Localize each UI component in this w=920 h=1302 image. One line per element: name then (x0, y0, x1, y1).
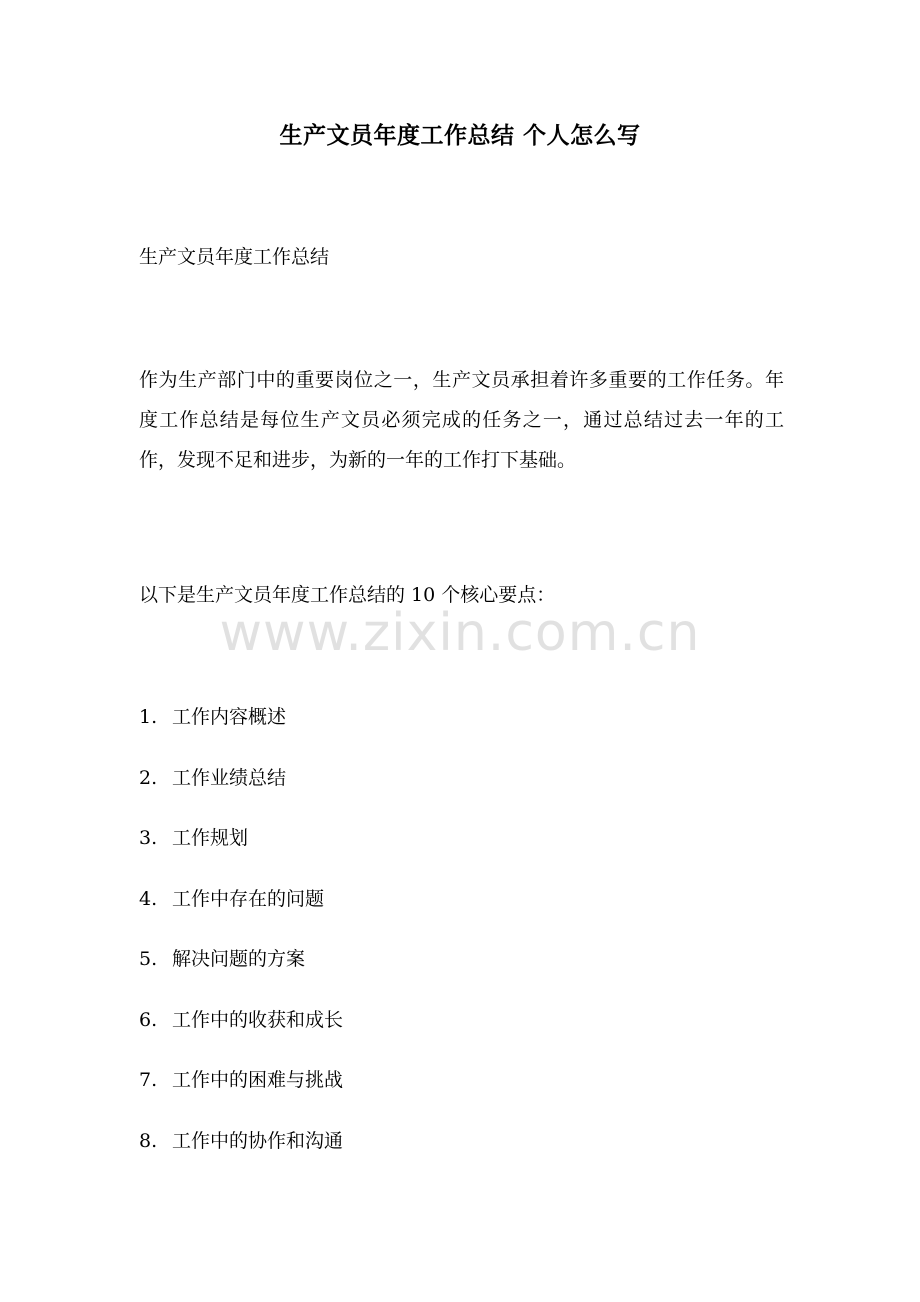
list-item (139, 882, 343, 943)
list-item-number: 6. (139, 1008, 158, 1031)
list-item-text: 工作中的收获和成长 (172, 1008, 344, 1031)
list-item-number: 7. (139, 1069, 158, 1091)
list-item-text: 工作业绩总结 (172, 766, 287, 789)
key-points-list (139, 700, 343, 1184)
list-item (139, 1063, 343, 1124)
list-item-number: 2. (139, 766, 158, 789)
list-item (139, 942, 343, 1003)
list-item-text: 工作中存在的问题 (172, 887, 325, 910)
page-title: 生产文员年度工作总结 个人怎么写 (279, 122, 641, 149)
list-lead-text: 以下是生产文员年度工作总结的 10 个核心要点： (139, 584, 556, 606)
list-item-text: 工作中的困难与挑战 (172, 1069, 344, 1091)
list-item-number: 3. (139, 827, 158, 849)
list-item-text: 工作中的协作和沟通 (172, 1129, 344, 1152)
list-item (139, 1124, 343, 1185)
list-item-number: 8. (139, 1129, 158, 1152)
list-item (139, 761, 343, 822)
list-item (139, 700, 343, 761)
list-item-text: 工作规划 (172, 827, 249, 849)
intro-paragraph: 作为生产部门中的重要岗位之一，生产文员承担着许多重要的工作任务。年度工作总结是每位生产文员必须完成的任务之一，通过总结过去一年的工作，发现不足和进步，为新的一年的工作打下基础。 (139, 369, 784, 471)
list-item-text: 工作内容概述 (172, 706, 287, 728)
list-item-number: 1. (139, 706, 158, 728)
list-item (139, 821, 343, 882)
list-item-number: 5. (139, 948, 158, 970)
list-item (139, 1003, 343, 1064)
list-item-number: 4. (139, 887, 158, 910)
section-heading: 生产文员年度工作总结 (139, 246, 330, 268)
list-item-text: 解决问题的方案 (172, 948, 306, 970)
watermark: www.zixin.com.cn (219, 603, 701, 663)
